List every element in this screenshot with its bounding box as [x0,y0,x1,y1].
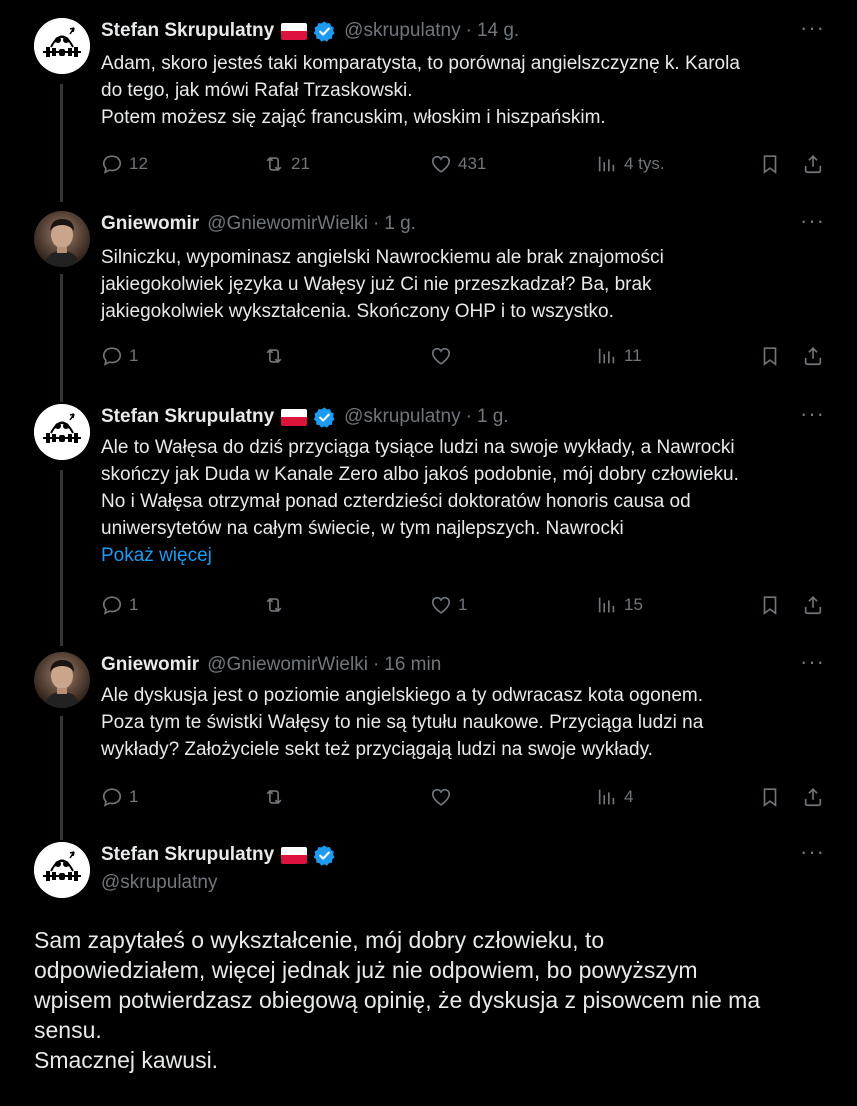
verified-badge-icon[interactable] [313,406,336,429]
tweet-text-line: Smacznej kawusi. [34,1047,219,1073]
verified-badge-icon[interactable] [313,20,336,43]
tweet-text [101,244,825,325]
share-icon [802,345,824,367]
like-count: 1 [458,595,468,614]
reply-button[interactable] [101,594,138,616]
like-button[interactable] [430,153,486,175]
thread-line [60,84,63,202]
share-button[interactable] [802,594,824,616]
more-options-icon[interactable]: ··· [800,15,825,40]
repost-icon [263,594,285,616]
repost-icon [263,786,285,808]
reply-icon [101,786,123,808]
share-button[interactable] [802,345,824,367]
reply-count: 1 [129,346,139,365]
like-count: 431 [458,154,487,173]
tweet-text-line: Adam, skoro jesteś taki komparatysta, to porównaj angielszczyznę k. Karola [101,53,740,74]
more-options-icon[interactable]: ··· [800,208,825,233]
views-button[interactable] [596,153,665,175]
bookmark-icon [759,345,781,367]
reply-icon [101,345,123,367]
poland-flag-icon [281,409,307,426]
tweet-actions [101,590,825,620]
bookmark-icon [759,786,781,808]
heart-icon [430,594,452,616]
repost-count: 21 [291,154,310,173]
views-count: 15 [624,595,643,614]
repost-button[interactable] [263,153,310,175]
avatar[interactable] [34,18,90,74]
tweet-text-line: uniwersytetów na całym świecie, w tym najlepszych. Nawrocki [101,518,624,539]
show-more-link[interactable]: Pokaż więcej [101,545,212,566]
like-button[interactable] [430,345,458,367]
more-options-icon[interactable]: ··· [800,839,825,864]
bookmark-icon [759,594,781,616]
tweet-text-line: Ale dyskusja jest o poziomie angielskiego a ty odwracasz kota ogonem. [101,685,703,706]
author-name[interactable]: Stefan Skrupulatny [101,406,275,427]
author-name[interactable]: Stefan Skrupulatny [101,20,275,41]
tweet-text-line: No i Wałęsa otrzymał ponad czterdzieści doktoratów honoris causa od [101,491,691,512]
poland-flag-icon [281,23,307,40]
tweet-text-line: wpisem potwierdzasz obiegową opinię, że dyskusja z pisowcem nie ma [34,987,761,1013]
reply-button[interactable] [101,153,148,175]
separator-dot: · [372,213,380,234]
reply-count: 1 [129,595,139,614]
bookmark-button[interactable] [759,786,781,808]
author-name[interactable]: Stefan Skrupulatny [101,844,275,865]
repost-button[interactable] [263,594,291,616]
thread-line [60,274,63,402]
repost-button[interactable] [263,345,291,367]
bookmark-icon [759,153,781,175]
tweet-text-line: skończy jak Duda w Kanale Zero albo jakoś podobnie, mój dobry człowieku. [101,464,739,485]
skrupulatny-logo-icon [34,842,90,898]
avatar[interactable] [34,211,90,267]
timestamp[interactable]: 14 g. [476,20,520,41]
views-button[interactable] [596,345,642,367]
skrupulatny-logo-icon [34,18,90,74]
heart-icon [430,786,452,808]
share-icon [802,594,824,616]
author-handle[interactable]: @skrupulatny [101,872,218,893]
reply-button[interactable] [101,786,138,808]
poland-flag-icon [281,847,307,864]
profile-photo-icon [34,652,90,708]
share-button[interactable] [802,786,824,808]
tweet-text [101,682,825,763]
bookmark-button[interactable] [759,153,781,175]
share-button[interactable] [802,153,824,175]
tweet-text-line: Sam zapytałeś o wykształcenie, mój dobry człowieku, to [34,927,605,953]
timestamp[interactable]: 16 min [384,654,442,675]
avatar[interactable] [34,842,90,898]
share-icon [802,153,824,175]
views-chart-icon [596,153,618,175]
more-options-icon[interactable]: ··· [800,649,825,674]
author-handle[interactable]: @skrupulatny [344,20,461,41]
tweet-text-line: sensu. [34,1017,102,1043]
thread-line [60,716,63,840]
author-handle[interactable]: @GniewomirWielki [207,213,368,234]
repost-icon [263,153,285,175]
tweet-text-line: do tego, jak mówi Rafał Trzaskowski. [101,80,413,101]
repost-button[interactable] [263,786,291,808]
views-button[interactable] [596,594,643,616]
author-name[interactable]: Gniewomir [101,213,200,234]
author-handle[interactable]: @skrupulatny [344,406,461,427]
views-chart-icon [596,786,618,808]
views-chart-icon [596,594,618,616]
avatar[interactable] [34,652,90,708]
author-handle[interactable]: @GniewomirWielki [207,654,368,675]
tweet-text-line: wykłady? Założyciele sekt też przyciągają ludzi na swoje wykłady. [101,739,653,760]
share-icon [802,786,824,808]
tweet-text [101,50,825,131]
tweet-text-line: Ale to Wałęsa do dziś przyciąga tysiące ludzi na swoje wykłady, a Nawrocki [101,437,735,458]
like-button[interactable] [430,786,458,808]
reply-count: 12 [129,154,148,173]
like-button[interactable] [430,594,467,616]
repost-icon [263,345,285,367]
views-count: 4 [624,787,634,806]
heart-icon [430,153,452,175]
author-name[interactable]: Gniewomir [101,654,200,675]
bookmark-button[interactable] [759,345,781,367]
tweet-text-line: jakiegokolwiek wykształcenia. Skończony OHP i to wszystko. [101,301,614,322]
main-tweet-text [34,925,825,1075]
more-options-icon[interactable]: ··· [800,401,825,426]
reply-count: 1 [129,787,139,806]
thread-line [60,470,63,646]
views-button[interactable] [596,786,633,808]
timestamp[interactable]: 1 g. [384,213,416,234]
tweet-actions [101,341,825,371]
tweet-text-line: Poza tym te świstki Wałęsy to nie są tytułu naukowe. Przyciąga ludzi na [101,712,704,733]
heart-icon [430,345,452,367]
reply-button[interactable] [101,345,138,367]
reply-icon [101,594,123,616]
tweet-text-line: jakiegokolwiek języka u Wałęsy już Ci nie przeszkadzał? Ba, brak [101,274,652,295]
tweet-text [101,434,825,569]
separator-dot: · [465,20,472,41]
bookmark-button[interactable] [759,594,781,616]
timestamp[interactable]: 1 g. [476,406,509,427]
separator-dot: · [465,406,472,427]
views-chart-icon [596,345,618,367]
views-count: 11 [624,346,642,365]
views-count: 4 tys. [624,154,665,173]
verified-badge-icon[interactable] [313,844,336,867]
avatar[interactable] [34,404,90,460]
reply-icon [101,153,123,175]
separator-dot: · [372,654,380,675]
tweet-actions [101,782,825,812]
tweet-actions [101,149,825,179]
skrupulatny-logo-icon [34,404,90,460]
tweet-text-line: Potem możesz się zająć francuskim, włoskim i hiszpańskim. [101,107,606,128]
tweet-text-line: Silniczku, wypominasz angielski Nawrockiemu ale brak znajomości [101,247,664,268]
profile-photo-icon [34,211,90,267]
tweet-text-line: odpowiedziałem, więcej jednak już nie odpowiem, bo powyższym [34,957,698,983]
